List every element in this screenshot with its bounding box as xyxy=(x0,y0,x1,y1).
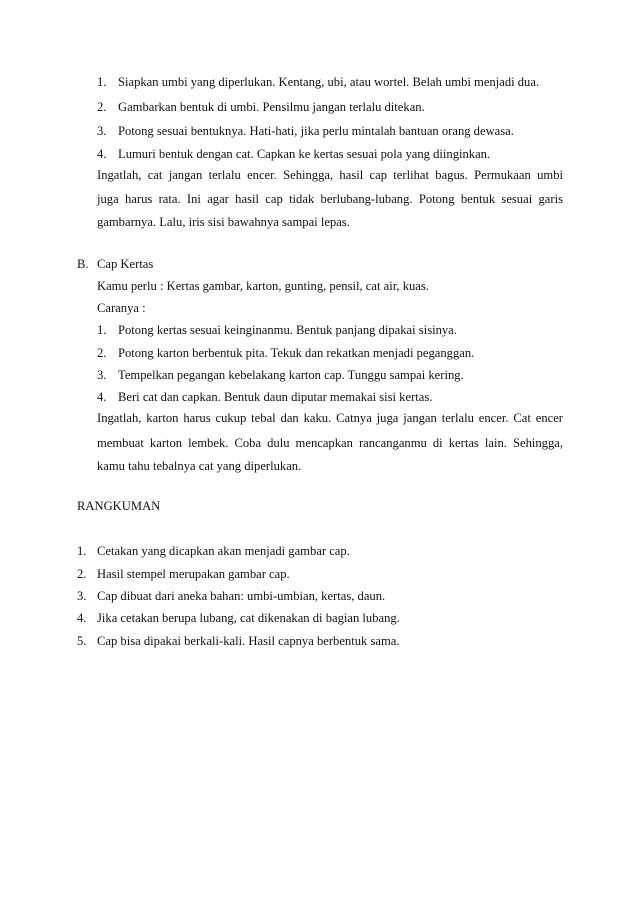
summary-text: Hasil stempel merupakan gambar cap. xyxy=(97,567,290,581)
section-letter: B. xyxy=(77,257,89,271)
summary-number: 5. xyxy=(77,634,87,648)
summary-text: Cap dibuat dari aneka bahan: umbi-umbian, kertas, daun. xyxy=(97,589,386,603)
step-text: Potong karton berbentuk pita. Tekuk dan rekatkan menjadi peganggan. xyxy=(118,346,475,360)
step-text: Potong kertas sesuai keinginanmu. Bentuk panjang dipakai sisinya. xyxy=(118,323,457,337)
step-number: 4. xyxy=(97,147,107,161)
summary-text: Cap bisa dipakai berkali-kali. Hasil capnya berbentuk sama. xyxy=(97,634,400,648)
step-number: 3. xyxy=(97,124,107,138)
note-line: kamu tahu tebalnya cat yang diperlukan. xyxy=(97,459,302,473)
step-number: 2. xyxy=(97,100,107,114)
step-number: 3. xyxy=(97,368,107,382)
step-text: Siapkan umbi yang diperlukan. Kentang, ubi, atau wortel. Belah umbi menjadi dua. xyxy=(118,75,540,89)
summary-text: Cetakan yang dicapkan akan menjadi gambar cap. xyxy=(97,544,350,558)
summary-number: 4. xyxy=(77,611,87,625)
note-line: membuat karton lembek. Coba dulu mencapkan rancanganmu di kertas lain. Sehingga, xyxy=(97,436,563,450)
summary-number: 2. xyxy=(77,567,87,581)
note-line: juga harus rata. Ini agar hasil cap tidak berlubang-lubang. Potong bentuk sesuai garis xyxy=(97,192,563,206)
step-number: 1. xyxy=(97,75,107,89)
step-text: Gambarkan bentuk di umbi. Pensilmu jangan terlalu ditekan. xyxy=(118,100,425,114)
step-text: Potong sesuai bentuknya. Hati-hati, jika perlu mintalah bantuan orang dewasa. xyxy=(118,124,514,138)
summary-text: Jika cetakan berupa lubang, cat dikenakan di bagian lubang. xyxy=(97,611,400,625)
note-line: Ingatlah, cat jangan terlalu encer. Sehingga, hasil cap terlihat bagus. Permukaan umbi xyxy=(97,168,563,182)
step-text: Beri cat dan capkan. Bentuk daun diputar memakai sisi kertas. xyxy=(118,390,433,404)
step-text: Lumuri bentuk dengan cat. Capkan ke kertas sesuai pola yang diinginkan. xyxy=(118,147,491,161)
summary-number: 3. xyxy=(77,589,87,603)
section-title: Cap Kertas xyxy=(97,257,154,271)
materials-line: Kamu perlu : Kertas gambar, karton, gunting, pensil, cat air, kuas. xyxy=(97,279,429,293)
note-line: Ingatlah, karton harus cukup tebal dan kaku. Catnya juga jangan terlalu encer. Cat encer xyxy=(97,411,563,425)
note-line: gambarnya. Lalu, iris sisi bawahnya sampai lepas. xyxy=(97,215,350,229)
step-text: Tempelkan pegangan kebelakang karton cap. Tunggu sampai kering. xyxy=(118,368,464,382)
step-number: 2. xyxy=(97,346,107,360)
method-label: Caranya : xyxy=(97,301,146,315)
summary-number: 1. xyxy=(77,544,87,558)
step-number: 1. xyxy=(97,323,107,337)
summary-heading: RANGKUMAN xyxy=(77,499,161,513)
step-number: 4. xyxy=(97,390,107,404)
